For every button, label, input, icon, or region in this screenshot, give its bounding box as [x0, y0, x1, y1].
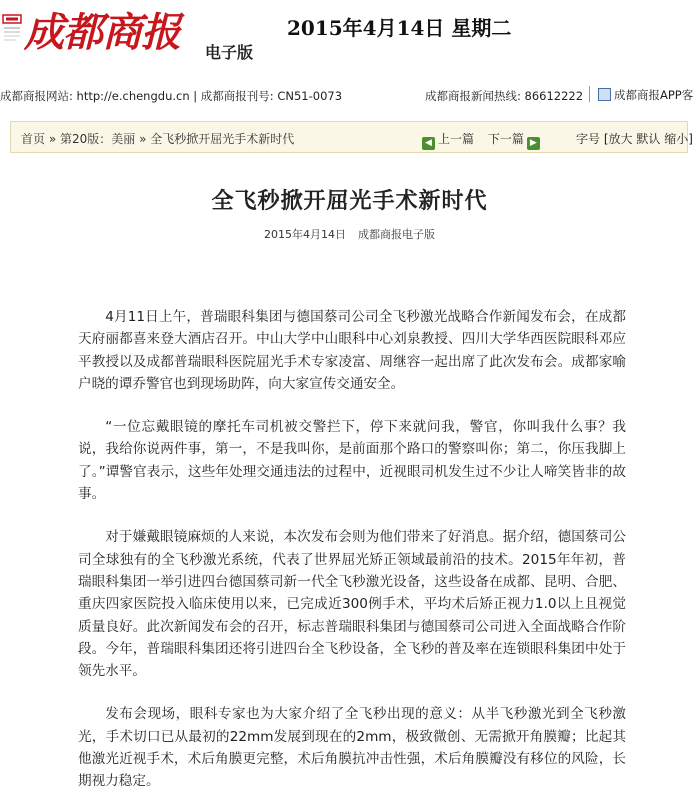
- site-header: [0, 0, 699, 72]
- prev-article-link[interactable]: 上一篇: [438, 132, 475, 146]
- breadcrumb-page[interactable]: 第20版：美丽: [60, 132, 136, 146]
- newspaper-logo-icon: [2, 14, 22, 48]
- article-pager: [422, 130, 543, 150]
- divider: [589, 86, 590, 102]
- breadcrumb-home[interactable]: 首页: [21, 132, 46, 146]
- app-link-label: 成都商报APP客: [614, 88, 694, 102]
- article-body: [78, 306, 626, 794]
- arrow-left-icon[interactable]: ◀: [422, 137, 435, 150]
- app-link[interactable]: [598, 87, 693, 103]
- arrow-right-icon[interactable]: ▶: [527, 137, 540, 150]
- breadcrumb: [21, 130, 294, 147]
- next-article-link[interactable]: 下一篇: [487, 132, 524, 146]
- app-icon: [598, 88, 611, 101]
- font-shrink-button[interactable]: 缩小: [664, 132, 689, 146]
- breadcrumb-separator: »: [48, 132, 57, 146]
- article-paragraph: 4月11日上午，普瑞眼科集团与德国蔡司公司全飞秒激光战略合作新闻发布会，在成都天府丽都喜来登大酒店召开。中山大学中山眼科中心刘泉教授、四川大学华西医院眼科邓应平教授以及成都普瑞眼科医院屈光手术专家凌富、周继容一起出席了此次发布会。成都家喻户晓的谭乔警官也到现场助阵，向大家宣传交通安全。: [78, 309, 626, 392]
- font-size-control: 字号 [放大 默认 缩小]: [576, 132, 693, 146]
- font-default-button[interactable]: 默认: [636, 132, 661, 146]
- article-title: 全飞秒掀开屈光手术新时代: [211, 189, 488, 214]
- masthead-logo[interactable]: 成都商报: [24, 9, 180, 56]
- masthead-subtitle: 电子版: [205, 43, 254, 62]
- breadcrumb-separator: »: [139, 132, 147, 146]
- font-size-label: 字号: [576, 132, 601, 146]
- article-date: 2015年4月14日: [264, 228, 346, 241]
- nav-bar: [10, 121, 693, 153]
- breadcrumb-current: 全飞秒掀开屈光手术新时代: [150, 132, 295, 146]
- font-enlarge-button[interactable]: 放大: [608, 132, 633, 146]
- article-source: 成都商报电子版: [358, 228, 435, 241]
- news-hotline: 成都商报新闻热线: 86612222: [425, 89, 584, 103]
- info-bar: [0, 82, 699, 106]
- article-paragraph: 对于嫌戴眼镜麻烦的人来说，本次发布会则为他们带来了好消息。据介绍，德国蔡司公司全球独有的全飞秒激光系统，代表了世界屈光矫正领域最前沿的技术。2015年年初，普瑞眼科集团一举引进四台德国蔡司新一代全飞秒激光设备，这些设备在成都、昆明、合肥、重庆四家医院投入临床使用以来，已完成近300例手术，平均术后矫正视力1.0以上且视觉质量良好。此次新闻发布会的召开，标志普瑞眼科集团与德国蔡司公司进入全面战略合作阶段。今年，普瑞眼科集团还将引进四台全飞秒设备，全飞秒的普及率在连锁眼科集团中处于领先水平。: [78, 529, 626, 680]
- article-meta: [0, 226, 699, 242]
- article-paragraph: “一位忘戴眼镜的摩托车司机被交警拦下，停下来就问我，警官，你叫我什么事？我说，我给你说两件事，第一，不是我叫你，是前面那个路口的警察叫你；第二，你压我脚上了。”谭警官表示，这些年处理交通违法的过程中，近视眼司机发生过不少让人啼笑皆非的故事。: [78, 419, 626, 503]
- issue-date: 2015年4月14日 星期二: [287, 16, 512, 40]
- article-paragraph: 发布会现场，眼科专家也为大家介绍了全飞秒出现的意义：从半飞秒激光到全飞秒激光，手术切口已从最初的22mm发展到现在的2mm，极致微创、无需掀开角膜瓣；比起其他激光近视手术，术后角膜更完整，术后角膜抗冲击性强，术后角膜瓣没有移位的风险，长期视力稳定。: [78, 706, 626, 790]
- site-info: 成都商报网站: http://e.chengdu.cn | 成都商报刊号: CN51-0073: [0, 89, 343, 103]
